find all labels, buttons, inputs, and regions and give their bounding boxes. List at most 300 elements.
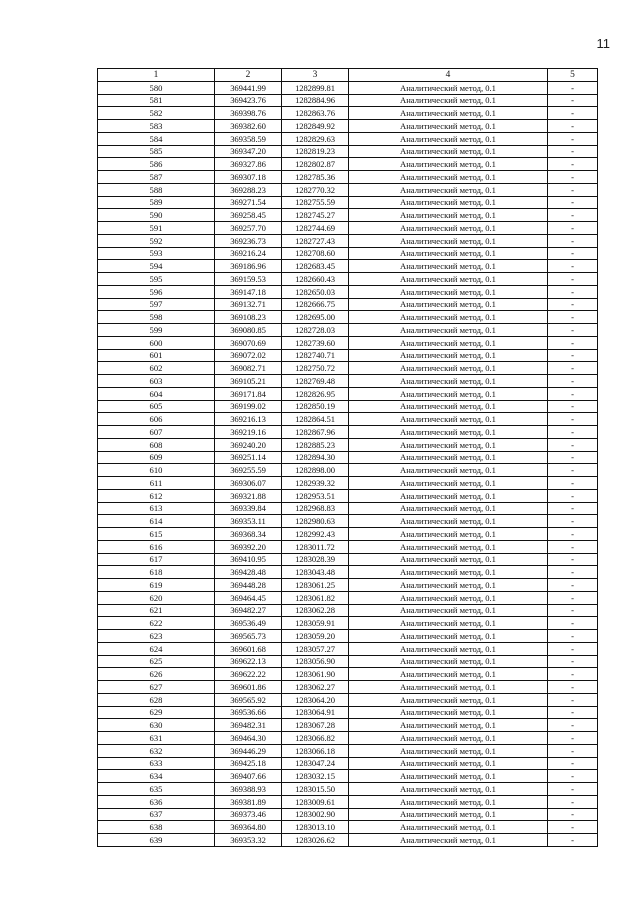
point-number-cell: 598 [98,311,215,324]
y-coordinate-cell: 1282968.83 [282,502,349,515]
method-cell: Аналитический метод, 0.1 [349,502,548,515]
point-number-cell: 591 [98,222,215,235]
method-cell: Аналитический метод, 0.1 [349,375,548,388]
table-row [98,783,598,796]
method-cell: Аналитический метод, 0.1 [349,642,548,655]
x-coordinate-cell: 369536.66 [215,706,282,719]
y-coordinate-cell: 1283062.27 [282,681,349,694]
point-number-cell: 634 [98,770,215,783]
method-cell: Аналитический метод, 0.1 [349,311,548,324]
x-coordinate-cell: 369565.73 [215,630,282,643]
method-cell: Аналитический метод, 0.1 [349,477,548,490]
y-coordinate-cell: 1282867.96 [282,426,349,439]
note-cell: - [548,451,598,464]
x-coordinate-cell: 369251.14 [215,451,282,464]
table-row [98,260,598,273]
point-number-cell: 602 [98,362,215,375]
table-row [98,630,598,643]
x-coordinate-cell: 369080.85 [215,324,282,337]
note-cell: - [548,617,598,630]
table-row [98,107,598,120]
method-cell: Аналитический метод, 0.1 [349,617,548,630]
method-cell: Аналитический метод, 0.1 [349,451,548,464]
method-cell: Аналитический метод, 0.1 [349,387,548,400]
y-coordinate-cell: 1283002.90 [282,808,349,821]
x-coordinate-cell: 369147.18 [215,285,282,298]
point-number-cell: 622 [98,617,215,630]
method-cell: Аналитический метод, 0.1 [349,630,548,643]
note-cell: - [548,311,598,324]
y-coordinate-cell: 1282739.60 [282,336,349,349]
point-number-cell: 638 [98,821,215,834]
point-number-cell: 601 [98,349,215,362]
note-cell: - [548,247,598,260]
note-cell: - [548,158,598,171]
table-row [98,757,598,770]
point-number-cell: 586 [98,158,215,171]
x-coordinate-cell: 369171.84 [215,387,282,400]
x-coordinate-cell: 369186.96 [215,260,282,273]
point-number-cell: 631 [98,732,215,745]
point-number-cell: 608 [98,438,215,451]
y-coordinate-cell: 1283064.91 [282,706,349,719]
point-number-cell: 630 [98,719,215,732]
table-body [98,81,598,846]
y-coordinate-cell: 1282980.63 [282,515,349,528]
method-cell: Аналитический метод, 0.1 [349,132,548,145]
point-number-cell: 593 [98,247,215,260]
y-coordinate-cell: 1283047.24 [282,757,349,770]
y-coordinate-cell: 1282953.51 [282,489,349,502]
table-row [98,795,598,808]
table-row [98,375,598,388]
y-coordinate-cell: 1283028.39 [282,553,349,566]
point-number-cell: 585 [98,145,215,158]
y-coordinate-cell: 1282819.23 [282,145,349,158]
table-row [98,642,598,655]
point-number-cell: 583 [98,120,215,133]
note-cell: - [548,821,598,834]
note-cell: - [548,693,598,706]
x-coordinate-cell: 369339.84 [215,502,282,515]
point-number-cell: 632 [98,744,215,757]
note-cell: - [548,515,598,528]
x-coordinate-cell: 369108.23 [215,311,282,324]
y-coordinate-cell: 1282728.03 [282,324,349,337]
method-cell: Аналитический метод, 0.1 [349,732,548,745]
point-number-cell: 605 [98,400,215,413]
method-cell: Аналитический метод, 0.1 [349,145,548,158]
header-col-5: 5 [548,69,598,82]
x-coordinate-cell: 369482.31 [215,719,282,732]
x-coordinate-cell: 369601.68 [215,642,282,655]
method-cell: Аналитический метод, 0.1 [349,540,548,553]
method-cell: Аналитический метод, 0.1 [349,591,548,604]
note-cell: - [548,489,598,502]
x-coordinate-cell: 369255.59 [215,464,282,477]
note-cell: - [548,273,598,286]
y-coordinate-cell: 1282744.69 [282,222,349,235]
point-number-cell: 620 [98,591,215,604]
x-coordinate-cell: 369448.28 [215,579,282,592]
point-number-cell: 633 [98,757,215,770]
table-row [98,464,598,477]
x-coordinate-cell: 369216.13 [215,413,282,426]
table-row [98,362,598,375]
x-coordinate-cell: 369199.02 [215,400,282,413]
x-coordinate-cell: 369565.92 [215,693,282,706]
note-cell: - [548,579,598,592]
y-coordinate-cell: 1282769.48 [282,375,349,388]
x-coordinate-cell: 369464.45 [215,591,282,604]
note-cell: - [548,324,598,337]
table-row [98,591,598,604]
y-coordinate-cell: 1282785.36 [282,171,349,184]
header-col-4: 4 [349,69,548,82]
method-cell: Аналитический метод, 0.1 [349,400,548,413]
table-row [98,477,598,490]
note-cell: - [548,145,598,158]
x-coordinate-cell: 369358.59 [215,132,282,145]
method-cell: Аналитический метод, 0.1 [349,681,548,694]
y-coordinate-cell: 1283026.62 [282,834,349,847]
note-cell: - [548,349,598,362]
point-number-cell: 612 [98,489,215,502]
x-coordinate-cell: 369070.69 [215,336,282,349]
y-coordinate-cell: 1282899.81 [282,81,349,94]
note-cell: - [548,107,598,120]
method-cell: Аналитический метод, 0.1 [349,120,548,133]
point-number-cell: 594 [98,260,215,273]
y-coordinate-cell: 1282885.23 [282,438,349,451]
y-coordinate-cell: 1283061.82 [282,591,349,604]
method-cell: Аналитический метод, 0.1 [349,413,548,426]
method-cell: Аналитический метод, 0.1 [349,808,548,821]
x-coordinate-cell: 369159.53 [215,273,282,286]
y-coordinate-cell: 1282894.30 [282,451,349,464]
table-row [98,298,598,311]
note-cell: - [548,196,598,209]
method-cell: Аналитический метод, 0.1 [349,273,548,286]
method-cell: Аналитический метод, 0.1 [349,604,548,617]
y-coordinate-cell: 1283067.28 [282,719,349,732]
note-cell: - [548,681,598,694]
point-number-cell: 614 [98,515,215,528]
note-cell: - [548,426,598,439]
table-row [98,196,598,209]
table-row [98,145,598,158]
note-cell: - [548,795,598,808]
x-coordinate-cell: 369327.86 [215,158,282,171]
x-coordinate-cell: 369288.23 [215,183,282,196]
y-coordinate-cell: 1283059.20 [282,630,349,643]
note-cell: - [548,336,598,349]
x-coordinate-cell: 369347.20 [215,145,282,158]
table-row [98,94,598,107]
method-cell: Аналитический метод, 0.1 [349,795,548,808]
note-cell: - [548,706,598,719]
note-cell: - [548,642,598,655]
table-row [98,400,598,413]
point-number-cell: 600 [98,336,215,349]
y-coordinate-cell: 1282863.76 [282,107,349,120]
table-row [98,821,598,834]
note-cell: - [548,120,598,133]
table-row [98,655,598,668]
note-cell: - [548,362,598,375]
y-coordinate-cell: 1283009.61 [282,795,349,808]
x-coordinate-cell: 369353.11 [215,515,282,528]
note-cell: - [548,604,598,617]
point-number-cell: 603 [98,375,215,388]
x-coordinate-cell: 369464.30 [215,732,282,745]
x-coordinate-cell: 369381.89 [215,795,282,808]
y-coordinate-cell: 1282727.43 [282,234,349,247]
y-coordinate-cell: 1283013.10 [282,821,349,834]
table-row [98,681,598,694]
y-coordinate-cell: 1282770.32 [282,183,349,196]
table-row [98,311,598,324]
y-coordinate-cell: 1282864.51 [282,413,349,426]
method-cell: Аналитический метод, 0.1 [349,260,548,273]
x-coordinate-cell: 369428.48 [215,566,282,579]
y-coordinate-cell: 1282666.75 [282,298,349,311]
point-number-cell: 637 [98,808,215,821]
x-coordinate-cell: 369271.54 [215,196,282,209]
point-number-cell: 609 [98,451,215,464]
y-coordinate-cell: 1283032.15 [282,770,349,783]
note-cell: - [548,630,598,643]
x-coordinate-cell: 369082.71 [215,362,282,375]
note-cell: - [548,668,598,681]
table-row [98,273,598,286]
method-cell: Аналитический метод, 0.1 [349,222,548,235]
note-cell: - [548,285,598,298]
point-number-cell: 619 [98,579,215,592]
y-coordinate-cell: 1283061.25 [282,579,349,592]
note-cell: - [548,528,598,541]
y-coordinate-cell: 1283059.91 [282,617,349,630]
x-coordinate-cell: 369601.86 [215,681,282,694]
point-number-cell: 623 [98,630,215,643]
method-cell: Аналитический метод, 0.1 [349,553,548,566]
y-coordinate-cell: 1282750.72 [282,362,349,375]
note-cell: - [548,209,598,222]
y-coordinate-cell: 1283011.72 [282,540,349,553]
point-number-cell: 627 [98,681,215,694]
method-cell: Аналитический метод, 0.1 [349,336,548,349]
y-coordinate-cell: 1282850.19 [282,400,349,413]
x-coordinate-cell: 369482.27 [215,604,282,617]
y-coordinate-cell: 1282884.96 [282,94,349,107]
x-coordinate-cell: 369307.18 [215,171,282,184]
table-row [98,120,598,133]
table-row [98,158,598,171]
y-coordinate-cell: 1283062.28 [282,604,349,617]
note-cell: - [548,260,598,273]
table-row [98,171,598,184]
x-coordinate-cell: 369240.20 [215,438,282,451]
table-row [98,732,598,745]
table-row [98,426,598,439]
method-cell: Аналитический метод, 0.1 [349,324,548,337]
note-cell: - [548,540,598,553]
table-row [98,744,598,757]
table-row [98,222,598,235]
y-coordinate-cell: 1282755.59 [282,196,349,209]
table-row [98,349,598,362]
y-coordinate-cell: 1283061.90 [282,668,349,681]
x-coordinate-cell: 369392.20 [215,540,282,553]
note-cell: - [548,183,598,196]
table-row [98,515,598,528]
method-cell: Аналитический метод, 0.1 [349,362,548,375]
point-number-cell: 581 [98,94,215,107]
note-cell: - [548,808,598,821]
table-row [98,668,598,681]
table-row [98,451,598,464]
method-cell: Аналитический метод, 0.1 [349,209,548,222]
x-coordinate-cell: 369425.18 [215,757,282,770]
x-coordinate-cell: 369446.29 [215,744,282,757]
table-row [98,604,598,617]
point-number-cell: 584 [98,132,215,145]
y-coordinate-cell: 1283066.82 [282,732,349,745]
x-coordinate-cell: 369373.46 [215,808,282,821]
method-cell: Аналитический метод, 0.1 [349,719,548,732]
note-cell: - [548,94,598,107]
x-coordinate-cell: 369105.21 [215,375,282,388]
note-cell: - [548,222,598,235]
method-cell: Аналитический метод, 0.1 [349,770,548,783]
y-coordinate-cell: 1282683.45 [282,260,349,273]
table-row [98,336,598,349]
point-number-cell: 592 [98,234,215,247]
note-cell: - [548,171,598,184]
method-cell: Аналитический метод, 0.1 [349,489,548,502]
method-cell: Аналитический метод, 0.1 [349,349,548,362]
y-coordinate-cell: 1282740.71 [282,349,349,362]
table-row [98,808,598,821]
table-row [98,770,598,783]
point-number-cell: 607 [98,426,215,439]
point-number-cell: 636 [98,795,215,808]
point-number-cell: 580 [98,81,215,94]
note-cell: - [548,81,598,94]
y-coordinate-cell: 1282660.43 [282,273,349,286]
x-coordinate-cell: 369306.07 [215,477,282,490]
method-cell: Аналитический метод, 0.1 [349,234,548,247]
note-cell: - [548,413,598,426]
method-cell: Аналитический метод, 0.1 [349,171,548,184]
point-number-cell: 624 [98,642,215,655]
y-coordinate-cell: 1282829.63 [282,132,349,145]
point-number-cell: 635 [98,783,215,796]
point-number-cell: 588 [98,183,215,196]
x-coordinate-cell: 369388.93 [215,783,282,796]
point-number-cell: 613 [98,502,215,515]
point-number-cell: 625 [98,655,215,668]
table-row [98,438,598,451]
table-row [98,324,598,337]
method-cell: Аналитический метод, 0.1 [349,693,548,706]
note-cell: - [548,744,598,757]
table-row [98,285,598,298]
point-number-cell: 596 [98,285,215,298]
x-coordinate-cell: 369407.66 [215,770,282,783]
method-cell: Аналитический метод, 0.1 [349,744,548,757]
x-coordinate-cell: 369441.99 [215,81,282,94]
x-coordinate-cell: 369072.02 [215,349,282,362]
note-cell: - [548,298,598,311]
y-coordinate-cell: 1283066.18 [282,744,349,757]
header-col-1: 1 [98,69,215,82]
x-coordinate-cell: 369398.76 [215,107,282,120]
y-coordinate-cell: 1282898.00 [282,464,349,477]
note-cell: - [548,234,598,247]
header-col-2: 2 [215,69,282,82]
method-cell: Аналитический метод, 0.1 [349,757,548,770]
table-row [98,834,598,847]
method-cell: Аналитический метод, 0.1 [349,183,548,196]
method-cell: Аналитический метод, 0.1 [349,196,548,209]
y-coordinate-cell: 1282650.03 [282,285,349,298]
table-row [98,183,598,196]
method-cell: Аналитический метод, 0.1 [349,426,548,439]
note-cell: - [548,477,598,490]
x-coordinate-cell: 369219.16 [215,426,282,439]
note-cell: - [548,757,598,770]
y-coordinate-cell: 1283057.27 [282,642,349,655]
y-coordinate-cell: 1282802.87 [282,158,349,171]
method-cell: Аналитический метод, 0.1 [349,158,548,171]
point-number-cell: 599 [98,324,215,337]
point-number-cell: 611 [98,477,215,490]
table-row [98,81,598,94]
point-number-cell: 590 [98,209,215,222]
note-cell: - [548,464,598,477]
note-cell: - [548,132,598,145]
method-cell: Аналитический метод, 0.1 [349,655,548,668]
note-cell: - [548,566,598,579]
point-number-cell: 616 [98,540,215,553]
y-coordinate-cell: 1282939.32 [282,477,349,490]
method-cell: Аналитический метод, 0.1 [349,438,548,451]
note-cell: - [548,438,598,451]
method-cell: Аналитический метод, 0.1 [349,107,548,120]
note-cell: - [548,591,598,604]
note-cell: - [548,502,598,515]
method-cell: Аналитический метод, 0.1 [349,515,548,528]
point-number-cell: 617 [98,553,215,566]
x-coordinate-cell: 369382.60 [215,120,282,133]
point-number-cell: 606 [98,413,215,426]
method-cell: Аналитический метод, 0.1 [349,783,548,796]
x-coordinate-cell: 369353.32 [215,834,282,847]
point-number-cell: 615 [98,528,215,541]
table-row [98,706,598,719]
y-coordinate-cell: 1282992.43 [282,528,349,541]
note-cell: - [548,783,598,796]
table-row [98,502,598,515]
x-coordinate-cell: 369216.24 [215,247,282,260]
method-cell: Аналитический метод, 0.1 [349,566,548,579]
y-coordinate-cell: 1282849.92 [282,120,349,133]
x-coordinate-cell: 369132.71 [215,298,282,311]
point-number-cell: 628 [98,693,215,706]
note-cell: - [548,400,598,413]
note-cell: - [548,834,598,847]
